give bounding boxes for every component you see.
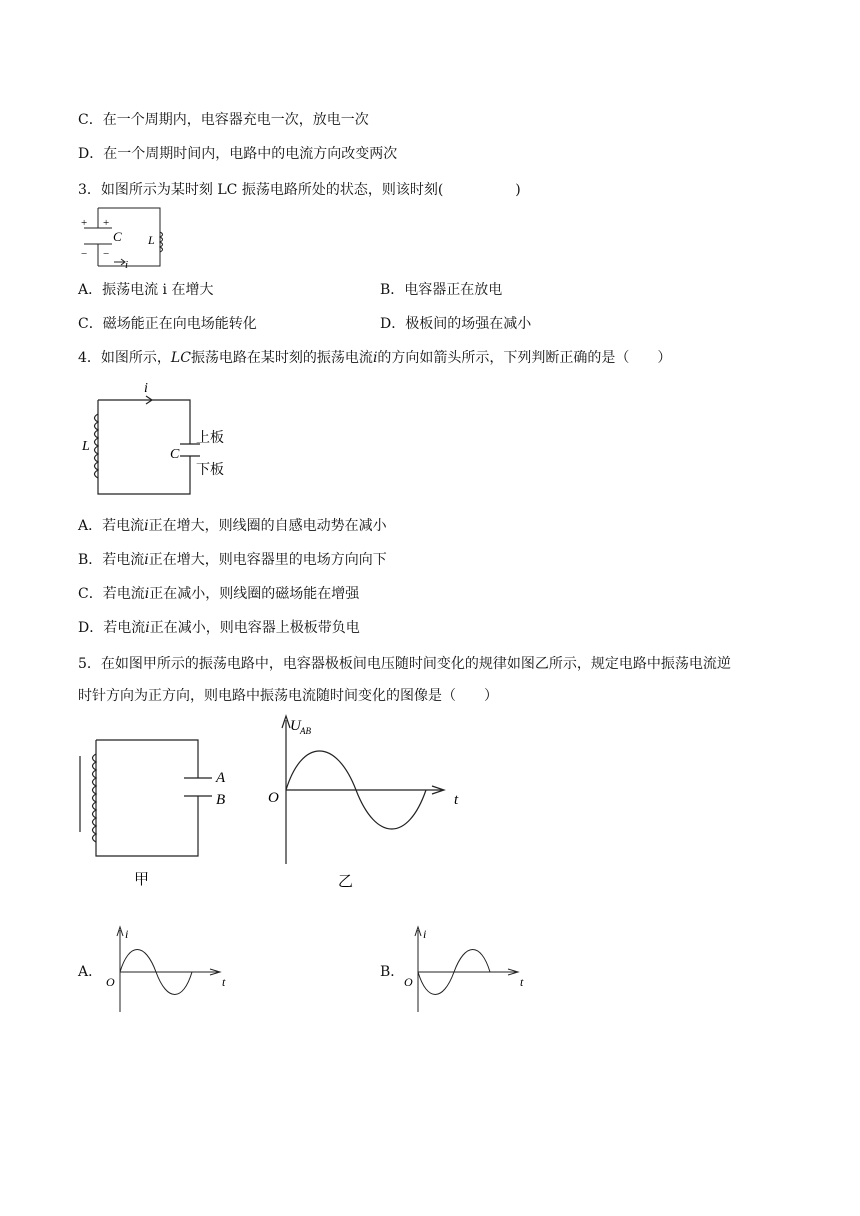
q4-stem-post: 的方向如箭头所示，下列判断正确的是（ ） [377, 350, 672, 366]
q5-option-a-label: A． [78, 964, 103, 980]
q4-a-pre: A．若电流 [78, 518, 145, 534]
q3-option-d: D．极板间的场强在减小 [380, 316, 532, 332]
q4-d-pre: D．若电流 [78, 620, 146, 636]
q4-stem-lc: LC [170, 350, 191, 366]
q4-option-b [78, 550, 387, 570]
q5-yi-origin: O [268, 790, 279, 806]
q3-stem [78, 180, 521, 200]
q4-a-post: 正在增大，则线圈的自感电动势在减小 [148, 518, 387, 534]
q5-yi-axis-u: U [290, 718, 301, 734]
q3-option-b: B．电容器正在放电 [380, 282, 503, 298]
q4-b-pre: B．若电流 [78, 552, 145, 568]
q4-c-post: 正在减小，则线圈的磁场能在增强 [149, 586, 360, 602]
q5-stem-line1: 5．在如图甲所示的振荡电路中，电容器极板间电压随时间变化的规律如图乙所示，规定电路中振荡电流逆 [78, 656, 731, 672]
q3-option-c: C．磁场能正在向电场能转化 [78, 316, 257, 332]
q3-label-l: L [148, 233, 155, 247]
q4-d-post: 正在减小，则电容器上极板带负电 [149, 620, 360, 636]
q5-option-a-axis-i: i [125, 927, 129, 941]
q5-jia-label-a: A [216, 770, 226, 786]
q5-stem-line2: 时针方向为正方向，则电路中振荡电流随时间变化的图像是（ ） [78, 688, 498, 704]
q4-stem [78, 348, 671, 368]
q4-option-a [78, 516, 387, 536]
q3-stem-text: 3．如图所示为某时刻 LC 振荡电路所处的状态，则该时刻( [78, 182, 444, 198]
q4-label-l: L [82, 439, 90, 454]
q3-stem-close: ) [515, 182, 521, 198]
q5-figure-yi [262, 712, 472, 892]
q4-label-c: C [170, 447, 180, 462]
q5-jia-label-b: B [216, 792, 226, 808]
q4-stem-i: i [372, 350, 378, 366]
q4-lc-circuit-figure [78, 378, 240, 500]
q4-stem-mid: 振荡电路在某时刻的振荡电流 [190, 350, 373, 366]
q4-label-lower-plate: 下板 [196, 463, 224, 478]
q4-b-post: 正在增大，则电容器里的电场方向向下 [148, 552, 387, 568]
q3-minus-right: − [103, 248, 110, 260]
q5-option-b-origin: O [404, 975, 413, 989]
q4-a-var: i [144, 518, 149, 534]
q4-c-var: i [144, 586, 150, 602]
q4-b-var: i [144, 552, 149, 568]
q2-option-d: D．在一个周期时间内，电路中的电流方向改变两次 [78, 146, 398, 162]
q5-option-b-graph [398, 924, 538, 1016]
q5-option-a-graph [100, 924, 240, 1016]
q4-d-var: i [145, 620, 150, 636]
q5-option-a-origin: O [106, 975, 115, 989]
q3-option-a: A．振荡电流 i 在增大 [78, 282, 214, 298]
q3-plus-right: + [103, 217, 110, 229]
q4-c-pre: C．若电流 [78, 586, 145, 602]
q5-jia-caption: 甲 [134, 872, 150, 888]
q5-option-a-axis-t: t [222, 975, 226, 989]
q5-option-b-axis-i: i [423, 927, 427, 941]
q3-plus-left: + [81, 217, 88, 229]
q5-yi-caption: 乙 [338, 874, 354, 890]
q3-lc-circuit-figure [78, 204, 170, 272]
q5-yi-axis-t: t [454, 792, 459, 808]
q4-option-c [78, 584, 359, 604]
q3-label-c: C [113, 229, 122, 244]
q4-label-upper-plate: 上板 [196, 431, 224, 446]
q5-yi-axis-u-sub: AB [300, 726, 311, 736]
q5-option-b-axis-t: t [520, 975, 524, 989]
q3-label-i: i [125, 259, 129, 271]
q3-minus-left: − [81, 248, 88, 260]
q4-option-d [78, 618, 360, 638]
q2-option-c: C．在一个周期内，电容器充电一次，放电一次 [78, 112, 369, 128]
q5-option-b-label: B． [380, 964, 405, 980]
q4-stem-pre: 4．如图所示， [78, 350, 171, 366]
q4-label-i: i [144, 381, 148, 396]
q5-figure-jia [72, 732, 242, 892]
